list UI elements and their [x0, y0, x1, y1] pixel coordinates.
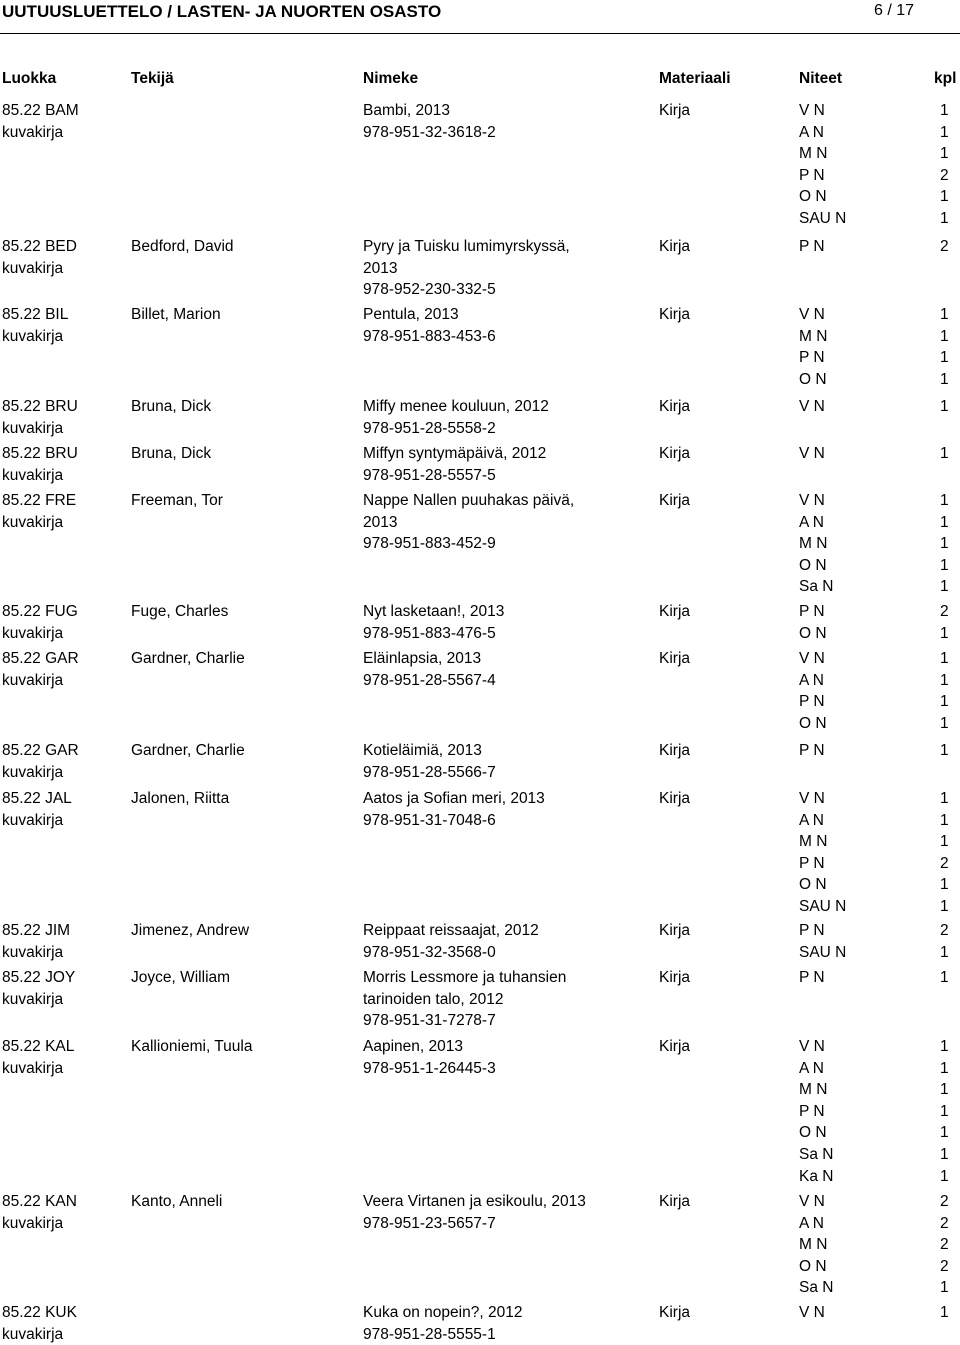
- copy-count: 1: [940, 492, 949, 509]
- title-line: 978-951-28-5555-1: [363, 1325, 496, 1343]
- copy-count: 1: [940, 102, 949, 119]
- copy-location: M N: [799, 535, 828, 553]
- material-type: Kirja: [659, 922, 691, 939]
- copy-location: SAU N: [799, 898, 847, 915]
- classification-line: kuvakirja: [2, 990, 64, 1008]
- title: [363, 740, 496, 783]
- author: Freeman, Tor: [131, 492, 223, 509]
- classification: [2, 601, 78, 644]
- copy-count: 1: [940, 650, 949, 667]
- copy-location: V N: [799, 398, 825, 415]
- copy-location: O N: [799, 188, 827, 206]
- copy-count: 1: [940, 671, 949, 689]
- title-line: Veera Virtanen ja esikoulu, 2013: [363, 1193, 586, 1210]
- material-type: Kirja: [659, 1038, 691, 1055]
- copy-count: 1: [940, 556, 949, 574]
- classification-line: kuvakirja: [2, 466, 64, 484]
- classification: [2, 740, 79, 783]
- copy-location: A N: [799, 1214, 824, 1232]
- classification-line: 85.22 BIL: [2, 306, 69, 323]
- copy-location: A N: [799, 513, 824, 531]
- copy-location: P N: [799, 969, 825, 986]
- copy-count: 1: [940, 398, 949, 415]
- copy-location: O N: [799, 714, 827, 732]
- author: Joyce, William: [131, 969, 231, 986]
- classification-line: kuvakirja: [2, 624, 64, 642]
- material-type: Kirja: [659, 492, 691, 509]
- classification: [2, 1191, 77, 1234]
- copy-location: SAU N: [799, 943, 847, 961]
- copy-count: 1: [940, 327, 949, 345]
- copy-location: P N: [799, 742, 825, 759]
- author: Bruna, Dick: [131, 398, 212, 415]
- title: [363, 788, 545, 831]
- classification-line: 85.22 KUK: [2, 1304, 77, 1321]
- copy-count: 1: [940, 306, 949, 323]
- copy-location: A N: [799, 123, 824, 141]
- copy-location: O N: [799, 556, 827, 574]
- copy-location: A N: [799, 1059, 824, 1077]
- copy-location: Sa N: [799, 1146, 834, 1163]
- classification: [2, 967, 75, 1010]
- author: Kallioniemi, Tuula: [131, 1038, 253, 1055]
- copy-location: O N: [799, 624, 827, 642]
- material-type: Kirja: [659, 790, 691, 807]
- copy-location: P N: [799, 166, 825, 184]
- author: Jalonen, Riitta: [131, 790, 230, 807]
- copy-count: 1: [940, 370, 949, 388]
- copy-location: P N: [799, 922, 825, 939]
- title: [363, 601, 504, 644]
- material-type: Kirja: [659, 969, 691, 986]
- material-type: Kirja: [659, 445, 691, 462]
- classification-line: 85.22 GAR: [2, 742, 79, 759]
- copy-location: M N: [799, 327, 828, 345]
- title-line: Pentula, 2013: [363, 306, 459, 323]
- title-line: Miffyn syntymäpäivä, 2012: [363, 445, 547, 462]
- copy-count: 1: [940, 790, 949, 807]
- classification-line: kuvakirja: [2, 1325, 64, 1343]
- title-line: 978-951-28-5567-4: [363, 671, 496, 689]
- classification: [2, 236, 77, 279]
- copy-location: V N: [799, 790, 825, 807]
- copy-count: 1: [940, 898, 949, 915]
- copy-location: Sa N: [799, 578, 834, 596]
- copy-count: 2: [940, 1214, 949, 1232]
- copy-count: 1: [940, 445, 949, 462]
- copy-count: 1: [940, 1124, 949, 1142]
- column-header-nimeke: Nimeke: [363, 70, 419, 87]
- classification-line: 85.22 JOY: [2, 969, 76, 986]
- copy-location: P N: [799, 1102, 825, 1120]
- title-line: 978-951-32-3568-0: [363, 943, 496, 961]
- copy-count: 2: [940, 1236, 949, 1254]
- classification-line: kuvakirja: [2, 811, 64, 829]
- title: [363, 1191, 586, 1234]
- column-header-kpl: kpl: [934, 70, 957, 87]
- copy-count: 1: [940, 742, 949, 759]
- material-type: Kirja: [659, 1304, 691, 1321]
- classification-line: 85.22 BRU: [2, 445, 78, 462]
- author: Bruna, Dick: [131, 445, 212, 462]
- title: [363, 236, 570, 301]
- copy-count: 1: [940, 714, 949, 732]
- material-type: Kirja: [659, 306, 691, 323]
- copy-count: 1: [940, 1167, 949, 1185]
- copy-location: M N: [799, 1081, 828, 1099]
- title-line: Miffy menee kouluun, 2012: [363, 398, 549, 415]
- title: [363, 304, 496, 347]
- copy-count: 1: [940, 943, 949, 961]
- author: Fuge, Charles: [131, 603, 229, 620]
- classification: [2, 1036, 74, 1079]
- title-line: Nappe Nallen puuhakas päivä,: [363, 492, 575, 509]
- copy-count: 1: [940, 1081, 949, 1099]
- copy-location: Ka N: [799, 1167, 834, 1185]
- title-line: Kotieläimiä, 2013: [363, 742, 482, 759]
- title-line: Aatos ja Sofian meri, 2013: [363, 790, 545, 807]
- classification-line: kuvakirja: [2, 1214, 64, 1232]
- author: Billet, Marion: [131, 306, 221, 323]
- copy-location: V N: [799, 1304, 825, 1321]
- column-header-luokka: Luokka: [2, 70, 57, 87]
- title: [363, 920, 539, 963]
- copy-count: 1: [940, 1059, 949, 1077]
- title-line: Aapinen, 2013: [363, 1038, 463, 1055]
- classification-line: 85.22 GAR: [2, 650, 79, 667]
- copy-count: 2: [940, 603, 949, 620]
- list-title: UUTUUSLUETTELO / LASTEN- JA NUORTEN OSASTO: [2, 2, 442, 21]
- copy-location: O N: [799, 1124, 827, 1142]
- copy-count: 1: [940, 969, 949, 986]
- title-line: Pyry ja Tuisku lumimyrskyssä,: [363, 238, 570, 255]
- copy-count: 2: [940, 238, 949, 255]
- copy-count: 1: [940, 578, 949, 596]
- title-line: Bambi, 2013: [363, 102, 451, 119]
- copy-location: P N: [799, 603, 825, 620]
- copy-count: 1: [940, 1279, 949, 1297]
- title-line: 978-951-883-476-5: [363, 624, 496, 642]
- classification: [2, 788, 72, 831]
- copy-location: P N: [799, 854, 825, 872]
- title: [363, 396, 549, 439]
- classification: [2, 920, 70, 963]
- title-line: 2013: [363, 259, 398, 277]
- title-line: 978-951-883-453-6: [363, 327, 496, 345]
- title-line: Morris Lessmore ja tuhansien: [363, 969, 567, 986]
- classification-line: 85.22 BED: [2, 238, 77, 255]
- classification-line: 85.22 KAL: [2, 1038, 75, 1055]
- classification-line: kuvakirja: [2, 513, 64, 531]
- copy-count: 1: [940, 145, 949, 163]
- copy-location: V N: [799, 102, 825, 119]
- title-line: 978-951-31-7048-6: [363, 811, 496, 829]
- title-line: 978-951-23-5657-7: [363, 1214, 496, 1232]
- copy-count: 2: [940, 1193, 949, 1210]
- copy-location: P N: [799, 693, 825, 711]
- author: Gardner, Charlie: [131, 742, 245, 759]
- material-type: Kirja: [659, 1193, 691, 1210]
- classification: [2, 490, 76, 533]
- title: [363, 967, 566, 1032]
- author: Gardner, Charlie: [131, 650, 245, 667]
- title-line: Eläinlapsia, 2013: [363, 650, 482, 667]
- title-line: 978-951-32-3618-2: [363, 123, 496, 141]
- column-header-tekija: Tekijä: [131, 70, 174, 87]
- page-number: 6 / 17: [873, 2, 914, 19]
- copy-location: P N: [799, 238, 825, 255]
- classification-line: kuvakirja: [2, 763, 64, 781]
- classification: [2, 396, 78, 439]
- classification-line: 85.22 FUG: [2, 603, 78, 620]
- material-type: Kirja: [659, 603, 691, 620]
- title-line: 2013: [363, 513, 398, 531]
- title: [363, 648, 496, 691]
- classification-line: kuvakirja: [2, 1059, 64, 1077]
- copy-count: 1: [940, 624, 949, 642]
- copy-count: 2: [940, 1257, 949, 1275]
- copy-count: 1: [940, 811, 949, 829]
- column-header-niteet: Niteet: [799, 70, 843, 87]
- copy-location: P N: [799, 349, 825, 367]
- classification-line: 85.22 FRE: [2, 492, 77, 509]
- material-type: Kirja: [659, 742, 691, 759]
- copy-location: V N: [799, 650, 825, 667]
- title: [363, 1036, 496, 1079]
- author: Kanto, Anneli: [131, 1193, 223, 1210]
- title-line: 978-951-31-7278-7: [363, 1012, 496, 1030]
- copy-count: 1: [940, 349, 949, 367]
- classification-line: kuvakirja: [2, 259, 64, 277]
- classification-line: kuvakirja: [2, 943, 64, 961]
- copy-count: 1: [940, 535, 949, 553]
- title-line: Kuka on nopein?, 2012: [363, 1304, 523, 1321]
- copy-count: 1: [940, 1304, 949, 1321]
- title-line: 978-951-28-5557-5: [363, 466, 496, 484]
- title-line: 978-951-883-452-9: [363, 535, 496, 553]
- copy-count: 1: [940, 513, 949, 531]
- copy-location: V N: [799, 1193, 825, 1210]
- author: Bedford, David: [131, 238, 234, 255]
- copy-count: 1: [940, 1102, 949, 1120]
- classification-line: 85.22 BAM: [2, 102, 79, 119]
- copy-count: 1: [940, 188, 949, 206]
- title-line: 978-951-28-5558-2: [363, 419, 496, 437]
- copy-location: SAU N: [799, 210, 847, 227]
- title-line: 978-951-28-5566-7: [363, 763, 496, 781]
- classification-line: 85.22 JAL: [2, 790, 72, 807]
- title-line: tarinoiden talo, 2012: [363, 990, 504, 1008]
- copy-count: 1: [940, 693, 949, 711]
- copy-location: A N: [799, 811, 824, 829]
- classification-line: kuvakirja: [2, 123, 64, 141]
- classification: [2, 1302, 77, 1345]
- classification-line: kuvakirja: [2, 327, 64, 345]
- copy-count: 1: [940, 1038, 949, 1055]
- copy-count: 2: [940, 854, 949, 872]
- copy-count: 2: [940, 166, 949, 184]
- classification-line: 85.22 JIM: [2, 922, 71, 939]
- classification: [2, 648, 79, 691]
- classification-line: 85.22 KAN: [2, 1193, 77, 1210]
- copy-count: 2: [940, 922, 949, 939]
- title: [363, 490, 574, 555]
- column-header-materiaali: Materiaali: [659, 70, 731, 87]
- copy-location: V N: [799, 306, 825, 323]
- material-type: Kirja: [659, 650, 691, 667]
- copy-location: O N: [799, 876, 827, 894]
- copy-location: O N: [799, 1257, 827, 1275]
- title: [363, 100, 496, 143]
- copy-location: M N: [799, 145, 828, 163]
- classification: [2, 443, 78, 486]
- title: [363, 1302, 522, 1345]
- material-type: Kirja: [659, 398, 691, 415]
- copy-location: O N: [799, 370, 827, 388]
- copy-location: V N: [799, 1038, 825, 1055]
- classification-line: kuvakirja: [2, 419, 64, 437]
- material-type: Kirja: [659, 238, 691, 255]
- classification-line: kuvakirja: [2, 671, 64, 689]
- classification: [2, 304, 68, 347]
- author: Jimenez, Andrew: [131, 922, 250, 939]
- title-line: Reippaat reissaajat, 2012: [363, 922, 539, 939]
- title-line: 978-952-230-332-5: [363, 281, 496, 299]
- title: [363, 443, 546, 486]
- classification-line: 85.22 BRU: [2, 398, 78, 415]
- title-line: 978-951-1-26445-3: [363, 1059, 496, 1077]
- copy-location: V N: [799, 445, 825, 462]
- copy-count: 1: [940, 210, 949, 227]
- classification: [2, 100, 79, 143]
- copy-location: M N: [799, 1236, 828, 1254]
- copy-count: 1: [940, 1146, 949, 1163]
- copy-count: 1: [940, 833, 949, 851]
- copy-count: 1: [940, 876, 949, 894]
- copy-location: V N: [799, 492, 825, 509]
- title-line: Nyt lasketaan!, 2013: [363, 603, 505, 620]
- copy-count: 1: [940, 123, 949, 141]
- material-type: Kirja: [659, 102, 691, 119]
- copy-location: Sa N: [799, 1279, 834, 1297]
- copy-location: M N: [799, 833, 828, 851]
- copy-location: A N: [799, 671, 824, 689]
